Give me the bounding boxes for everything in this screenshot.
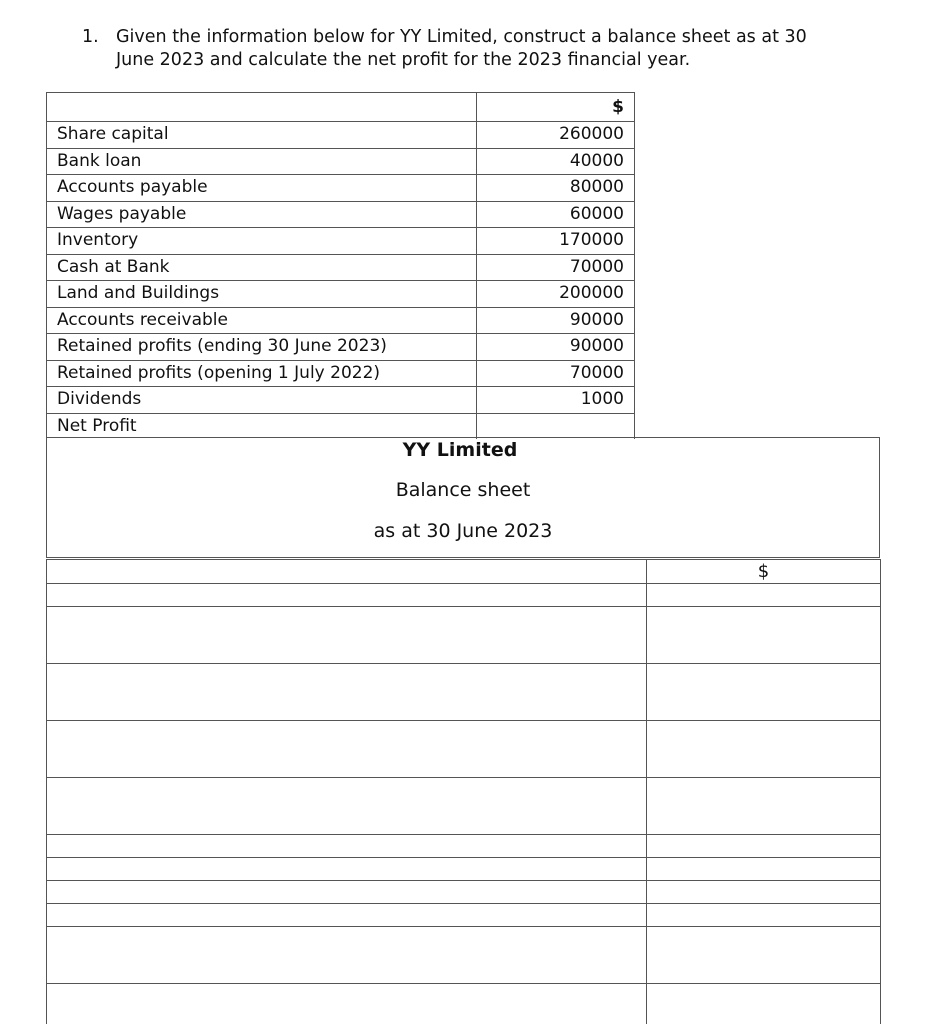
row-label: Land and Buildings — [47, 281, 477, 308]
amount-cell[interactable] — [647, 881, 881, 904]
table-row — [47, 778, 881, 835]
amount-cell[interactable] — [647, 927, 881, 984]
amount-cell[interactable] — [647, 858, 881, 881]
item-cell[interactable] — [47, 721, 647, 778]
item-cell[interactable] — [47, 778, 647, 835]
table-row — [47, 607, 881, 664]
row-label: Net Profit — [47, 413, 477, 439]
row-label: Bank loan — [47, 148, 477, 175]
table-row — [47, 584, 881, 607]
table-row — [47, 413, 635, 439]
row-label: Share capital — [47, 122, 477, 149]
table-row — [47, 927, 881, 984]
table-row — [47, 858, 881, 881]
row-label: Accounts payable — [47, 175, 477, 202]
given-information-table — [46, 92, 635, 439]
table-row — [47, 904, 881, 927]
header-label-cell — [47, 93, 477, 122]
amount-cell[interactable] — [647, 721, 881, 778]
statement-title: Balance sheet — [395, 479, 531, 501]
balance-sheet-table — [46, 559, 881, 1024]
amount-cell[interactable] — [647, 835, 881, 858]
balance-sheet-header — [46, 437, 880, 558]
statement-date: as at 30 June 2023 — [373, 520, 553, 542]
net-profit-answer-cell[interactable] — [477, 413, 635, 439]
item-cell[interactable] — [47, 858, 647, 881]
currency-header-cell: $ — [477, 93, 635, 122]
row-label: Retained profits (opening 1 July 2022) — [47, 360, 477, 387]
amount-cell[interactable] — [647, 584, 881, 607]
table-row — [47, 307, 635, 334]
table-row — [47, 387, 635, 414]
amount-cell[interactable] — [647, 607, 881, 664]
amount-cell[interactable] — [647, 664, 881, 721]
item-cell[interactable] — [47, 664, 647, 721]
row-value: 70000 — [477, 360, 635, 387]
question-line-2: June 2023 and calculate the net profit for the 2023 financial year. — [116, 50, 691, 70]
item-cell[interactable] — [47, 560, 647, 584]
row-label: Dividends — [47, 387, 477, 414]
table-header-row — [47, 93, 635, 122]
row-label: Accounts receivable — [47, 307, 477, 334]
table-row — [47, 664, 881, 721]
row-value: 90000 — [477, 307, 635, 334]
row-value: 80000 — [477, 175, 635, 202]
question-line-1: Given the information below for YY Limited, construct a balance sheet as at 30 — [116, 27, 807, 47]
row-value: 170000 — [477, 228, 635, 255]
company-name: YY Limited — [402, 439, 518, 461]
table-row — [47, 984, 881, 1024]
item-cell[interactable] — [47, 904, 647, 927]
row-value: 40000 — [477, 148, 635, 175]
row-label: Cash at Bank — [47, 254, 477, 281]
row-value: 200000 — [477, 281, 635, 308]
table-row — [47, 201, 635, 228]
item-cell[interactable] — [47, 835, 647, 858]
table-row — [47, 835, 881, 858]
currency-header-cell: $ — [647, 560, 881, 584]
item-cell[interactable] — [47, 881, 647, 904]
item-cell[interactable] — [47, 584, 647, 607]
table-row — [47, 560, 881, 584]
item-cell[interactable] — [47, 984, 647, 1024]
table-row — [47, 148, 635, 175]
table-row — [47, 721, 881, 778]
item-cell[interactable] — [47, 607, 647, 664]
table-row — [47, 175, 635, 202]
row-label: Retained profits (ending 30 June 2023) — [47, 334, 477, 361]
table-row — [47, 881, 881, 904]
table-row — [47, 334, 635, 361]
row-label: Wages payable — [47, 201, 477, 228]
amount-cell[interactable] — [647, 984, 881, 1024]
row-value: 90000 — [477, 334, 635, 361]
row-value: 1000 — [477, 387, 635, 414]
table-row — [47, 228, 635, 255]
table-row — [47, 254, 635, 281]
amount-cell[interactable] — [647, 778, 881, 835]
question — [82, 26, 882, 72]
row-label: Inventory — [47, 228, 477, 255]
table-row — [47, 281, 635, 308]
row-value: 260000 — [477, 122, 635, 149]
item-cell[interactable] — [47, 927, 647, 984]
question-number: 1. — [82, 27, 99, 47]
table-row — [47, 360, 635, 387]
amount-cell[interactable] — [647, 904, 881, 927]
row-value: 70000 — [477, 254, 635, 281]
row-value: 60000 — [477, 201, 635, 228]
table-row — [47, 122, 635, 149]
